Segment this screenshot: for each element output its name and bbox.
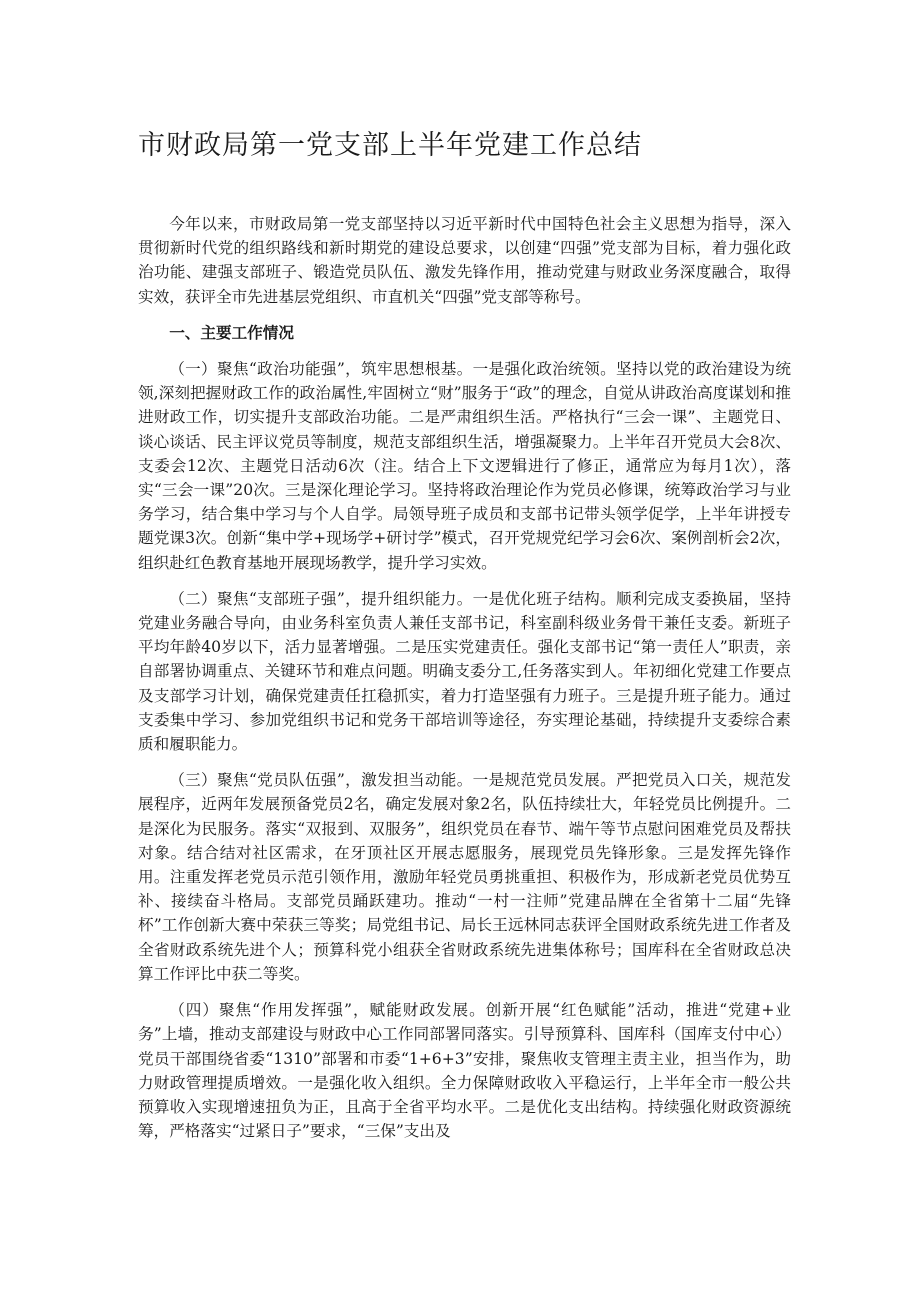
- document-body: [138, 212, 791, 1155]
- document-title: 市财政局第一党支部上半年党建工作总结: [138, 130, 642, 161]
- paragraph-branch-team: （二）聚焦“支部班子强”，提升组织能力。一是优化班子结构。顺利完成支委换届，坚持党建业务融合导向，由业务科室负责人兼任支部书记，科室副科级业务骨干兼任支委。新班子平均年龄40岁以下，活力显著增强。二是压实党建责任。强化支部书记“第一责任人”职责，亲自部署协调重点、关键环节和难点问题。明确支委分工,任务落实到人。年初细化党建工作要点及支部学习计划，确保党建责任扛稳抓实，着力打造坚强有力班子。三是提升班子能力。通过支委集中学习、参加党组织书记和党务干部培训等途径，夯实理论基础，持续提升支委综合素质和履职能力。: [138, 589, 791, 754]
- paragraph-member-team: （三）聚焦“党员队伍强”，激发担当动能。一是规范党员发展。严把党员入口关，规范发展程序，近两年发展预备党员2名，确定发展对象2名，队伍持续壮大，年轻党员比例提升。二是深化为民服务。落实“双报到、双服务”，组织党员在春节、端午等节点慰问困难党员及帮扶对象。结合结对社区需求，在牙顶社区开展志愿服务，展现党员先锋形象。三是发挥先锋作用。注重发挥老党员示范引领作用，激励年轻党员勇挑重担、积极作为，形成新老党员优势互补、接续奋斗格局。支部党员踊跃建功。推动“一村一注师”党建品牌在全省第十二届“先锋杯”工作创新大赛中荣获三等奖；局党组书记、局长王远林同志获评全国财政系统先进工作者及全省财政系统先进个人；预算科党小组获全省财政系统先进集体称号；国库科在全省财政总决算工作评比中获二等奖。: [138, 771, 791, 983]
- section-heading-main-work: 一、主要工作情况: [169, 323, 294, 342]
- paragraph-political-function: （一）聚焦“政治功能强”，筑牢思想根基。一是强化政治统领。坚持以党的政治建设为统领,深刻把握财政工作的政治属性,牢固树立“财”服务于“政”的理念，自觉从讲政治高度谋划和推进财政工作，切实提升支部政治功能。二是严肃组织生活。严格执行“三会一课”、主题党日、谈心谈话、民主评议党员等制度，规范支部组织生活，增强凝聚力。上半年召开党员大会8次、支委会12次、主题党日活动6次（注。结合上下文逻辑进行了修正，通常应为每月1次），落实“三会一课”20次。三是深化理论学习。坚持将政治理论作为党员必修课，统筹政治学习与业务学习，结合集中学习与个人自学。局领导班子成员和支部书记带头领学促学，上半年讲授专题党课3次。创新“集中学+现场学+研讨学”模式，召开党规党纪学习会6次、案例剖析会2次，组织赴红色教育基地开展现场教学，提升学习实效。: [138, 360, 791, 572]
- paragraph-role-play: （四）聚焦“作用发挥强”，赋能财政发展。创新开展“红色赋能”活动，推进“党建+业务”上墙，推动支部建设与财政中心工作同部署同落实。引导预算科、国库科（国库支付中心）党员干部围绕省委“1310”部署和市委“1+6+3”安排，聚焦收支管理主责主业，担当作为，助力财政管理提质增效。一是强化收入组织。全力保障财政收入平稳运行，上半年全市一般公共预算收入实现增速扭负为正，且高于全省平均水平。二是优化支出结构。持续强化财政资源统筹，严格落实“过紧日子”要求，“三保”支出及: [138, 1001, 791, 1141]
- intro-paragraph: 今年以来，市财政局第一党支部坚持以习近平新时代中国特色社会主义思想为指导，深入贯彻新时代党的组织路线和新时期党的建设总要求，以创建“四强”党支部为目标，着力强化政治功能、建强支部班子、锻造党员队伍、激发先锋作用，推动党建与财政业务深度融合，取得实效，获评全市先进基层党组织、市直机关“四强”党支部等称号。: [138, 215, 791, 306]
